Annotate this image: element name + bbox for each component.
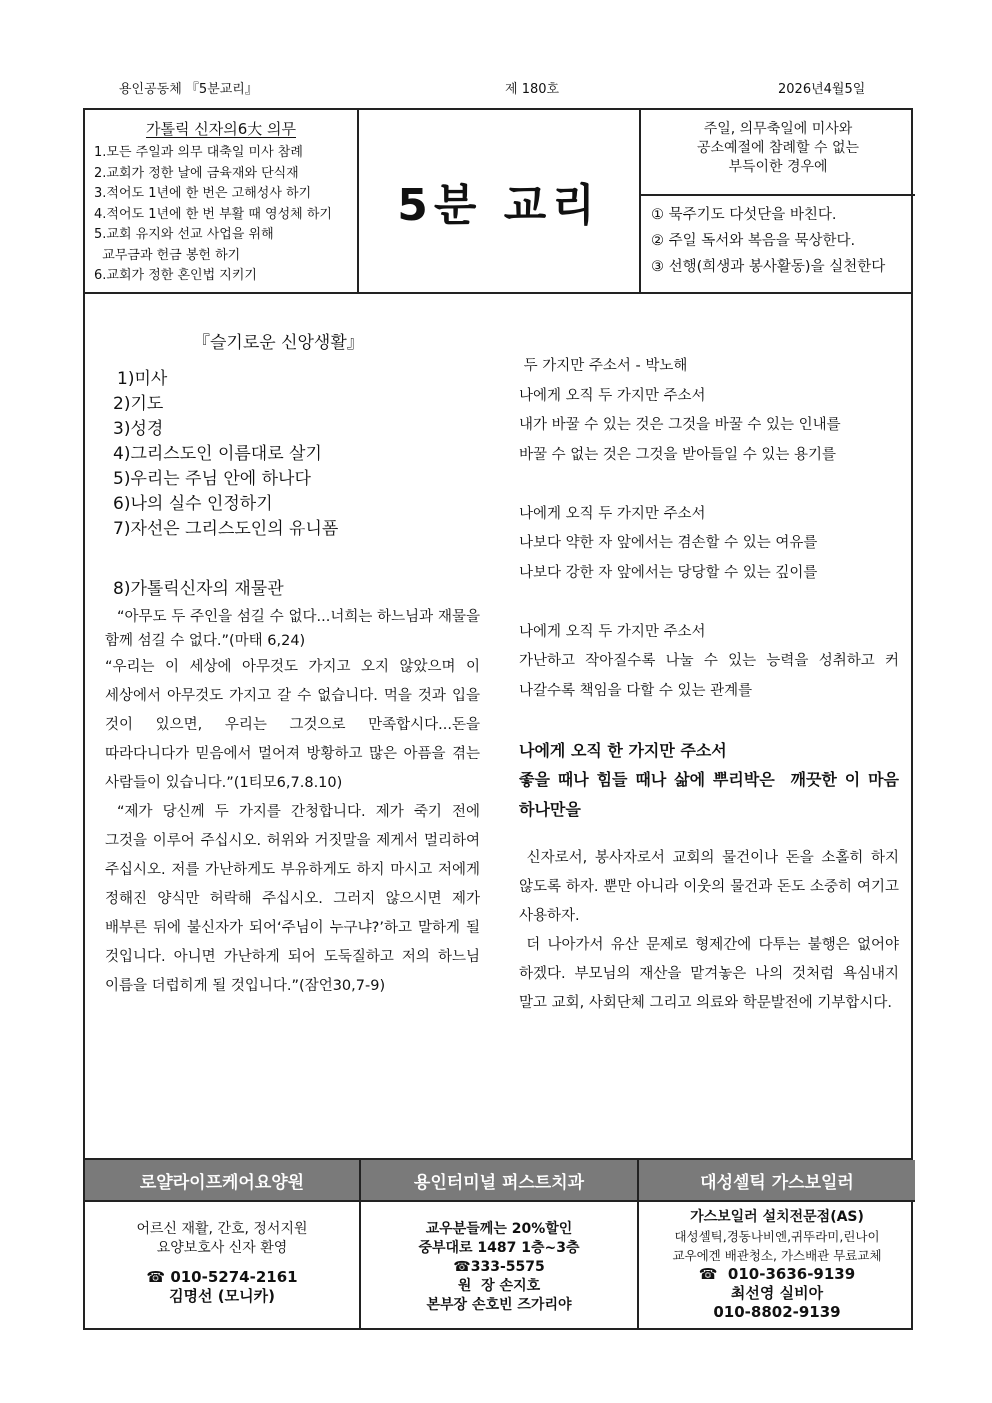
ad-boiler: [639, 1160, 915, 1330]
ad-phone: ☎ 010-3636-9139: [698, 1265, 856, 1283]
right-column: [519, 352, 905, 1018]
ad-body: [639, 1202, 915, 1322]
duty-item: 6.교회가 정한 혼인법 지키기: [94, 268, 257, 283]
duty-item: 5.교회 유지와 선교 사업을 위해: [94, 227, 274, 242]
alternative-item: ③ 선행(희생과 봉사활동)을 실천한다: [651, 259, 886, 275]
topic-item: 7)자선은 그리스도인의 유니폼: [113, 519, 339, 539]
reason-text: [641, 120, 915, 196]
ad-line: 가스보일러 설치전문점(AS): [690, 1209, 864, 1225]
duties-list: [85, 143, 357, 287]
main-title: 5분 교리: [397, 180, 601, 231]
alternative-box: [639, 110, 915, 292]
duties-title: 가톨릭 신자의6大 의무: [145, 120, 296, 138]
ad-contact-name: 최선영 실비아: [730, 1284, 824, 1302]
body: [85, 294, 911, 1158]
topic-item: 3)성경: [113, 419, 164, 439]
topic-item: 1)미사: [117, 369, 168, 389]
poem-line: 나에게 오직 두 가지만 주소서: [519, 623, 706, 640]
reason-line: 부득이한 경우에: [728, 159, 828, 175]
scripture-quote: “아무도 두 주인을 섬길 수 없다...너희는 하느님과 재물을 함께 섬길 수 없다.”(마태 6,24): [105, 609, 480, 649]
ad-line: 본부장 손호빈 즈가리야: [426, 1297, 572, 1313]
alternative-item: ① 묵주기도 다섯단을 바친다.: [651, 207, 837, 223]
poem-line: 나보다 강한 자 앞에서는 당당할 수 있는 깊이를: [519, 564, 818, 581]
topic-item: 4)그리스도인 이름대로 살기: [113, 444, 322, 464]
scripture-quote: “우리는 이 세상에 아무것도 가지고 오지 않았으며 이 세상에서 아무것도 가지고 갈 수 없습니다. 먹을 것과 입을 것이 있으면, 우리는 그것으로 만족합시다...돈을 따라다니다가 믿음에서 멀어져 방황하고 많은 아픔을 겪는 사람들이 있습니다.”(1티모6,7.8.10): [105, 659, 480, 791]
ad-phone: ☎333-5575: [453, 1259, 545, 1275]
topic-item: 2)기도: [113, 394, 164, 414]
issue-number: 제 180호: [505, 82, 560, 97]
ad-section: [85, 1158, 911, 1330]
poem-stanza: 가난하고 작아질수록 나눌 수 있는 능력을 성취하고 커 나갈수록 책임을 다할 수 있는 관계를: [519, 653, 899, 699]
parish-name: 용인공동체 『5분교리』: [119, 82, 258, 97]
reflection-paragraph: 신자로서, 봉사자로서 교회의 물건이나 돈을 소홀히 하지 않도록 하자. 뿐만 아니라 이웃의 물건과 돈도 소중히 여기고 사용하자.: [519, 850, 904, 924]
ad-contact-name: 김명선 (모니카): [169, 1287, 275, 1305]
bulletin-frame: [83, 108, 913, 1330]
section-heading: 『슬기로운 신앙생활』: [193, 333, 364, 353]
issue-date: 2026년4월5일: [778, 82, 866, 97]
ad-line: 교우분들께는 20%할인: [425, 1221, 573, 1237]
topic-item: 5)우리는 주님 안에 하나다: [113, 469, 311, 489]
duty-item: 교무금과 헌금 봉헌 하기: [94, 247, 241, 263]
reason-line: 공소예절에 참례할 수 없는: [696, 140, 860, 156]
poem-line: 바꿀 수 없는 것은 그것을 받아들일 수 있는 용기를: [519, 446, 837, 463]
ad-line: 교우에겐 배관청소, 가스배관 무료교체: [672, 1248, 882, 1263]
duty-item: 2.교회가 정한 날에 금육재와 단식재: [94, 165, 299, 181]
duty-item: 4.적어도 1년에 한 번 부활 때 영성체 하기: [94, 206, 332, 222]
poem-line: 나에게 오직 두 가지만 주소서: [519, 505, 706, 522]
poem-title: 두 가지만 주소서 - 박노해: [519, 358, 688, 374]
alternative-list: [651, 202, 915, 280]
duty-item: 3.적어도 1년에 한 번은 고해성사 하기: [94, 186, 312, 201]
topic-list: [113, 367, 480, 542]
topic-item: 6)나의 실수 인정하기: [113, 494, 273, 514]
ad-title: 로얄라이프케어요양원: [85, 1160, 359, 1202]
poem-line: 나에게 오직 두 가지만 주소서: [519, 387, 706, 404]
header: [85, 110, 911, 294]
scripture-quote: “제가 당신께 두 가지를 간청합니다. 제가 죽기 전에 그것을 이루어 주십시오. 허위와 거짓말을 제게서 멀리하여 주십시오. 저를 가난하게도 부유하게도 하지 마시고 저에게 정해진 양식만 허락해 주십시오. 그러지 않으시면 제가 배부른 뒤에 불신자가 되어‘주님이 누구냐?’하고 말하게 될 것입니다. 아니면 가난하게 되어 도둑질하고 저의 하느님 이름을 더럽히게 될 것입니다.”(잠언30,7-9): [105, 804, 480, 994]
ad-line: 대성셀틱,경동나비엔,귀뚜라미,린나이: [674, 1229, 880, 1244]
sub-heading: 8)가톨릭신자의 재물관: [113, 579, 284, 599]
ad-title: 용인터미널 퍼스트치과: [361, 1160, 637, 1202]
poem-line: 내가 바꿀 수 있는 것은 그것을 바꿀 수 있는 인내를: [519, 417, 841, 433]
ad-phone: 010-8802-9139: [713, 1303, 841, 1321]
left-column: [105, 328, 480, 1001]
ad-dental: [361, 1160, 639, 1330]
reason-line: 주일, 의무축일에 미사와: [703, 121, 853, 137]
ad-line: 원 장 손지호: [457, 1278, 541, 1294]
ad-line: 어르신 재활, 간호, 정서지원: [136, 1221, 308, 1237]
ad-title: 대성셀틱 가스보일러: [639, 1160, 915, 1202]
ad-line: 요양보호사 신자 환영: [156, 1240, 288, 1256]
poem-stanza-bold: 좋을 때나 힘들 때나 삶에 뿌리박은 깨끗한 이 마음 하나만을: [519, 770, 905, 819]
ad-phone: ☎ 010-5274-2161: [146, 1268, 298, 1286]
poem-line-bold: 나에게 오직 한 가지만 주소서: [519, 740, 727, 760]
duty-item: 1.모든 주일과 의무 대축일 미사 참례: [94, 145, 303, 160]
ad-body: [361, 1202, 637, 1315]
ad-nursing-home: [85, 1160, 361, 1330]
reflection-paragraph: 더 나아가서 유산 문제로 형제간에 다투는 불행은 없어야 하겠다. 부모님의 재산을 맡겨놓은 나의 것처럼 욕심내지 말고 교회, 사회단체 그리고 의료와 학문발전에 기부합시다.: [519, 937, 904, 1011]
alternative-item: ② 주일 독서와 복음을 묵상한다.: [651, 233, 856, 249]
ad-line: 중부대로 1487 1층~3층: [418, 1240, 580, 1256]
duties-box: [85, 110, 359, 292]
ad-body: [85, 1202, 359, 1306]
poem-line: 나보다 약한 자 앞에서는 겸손할 수 있는 여유를: [519, 535, 818, 551]
